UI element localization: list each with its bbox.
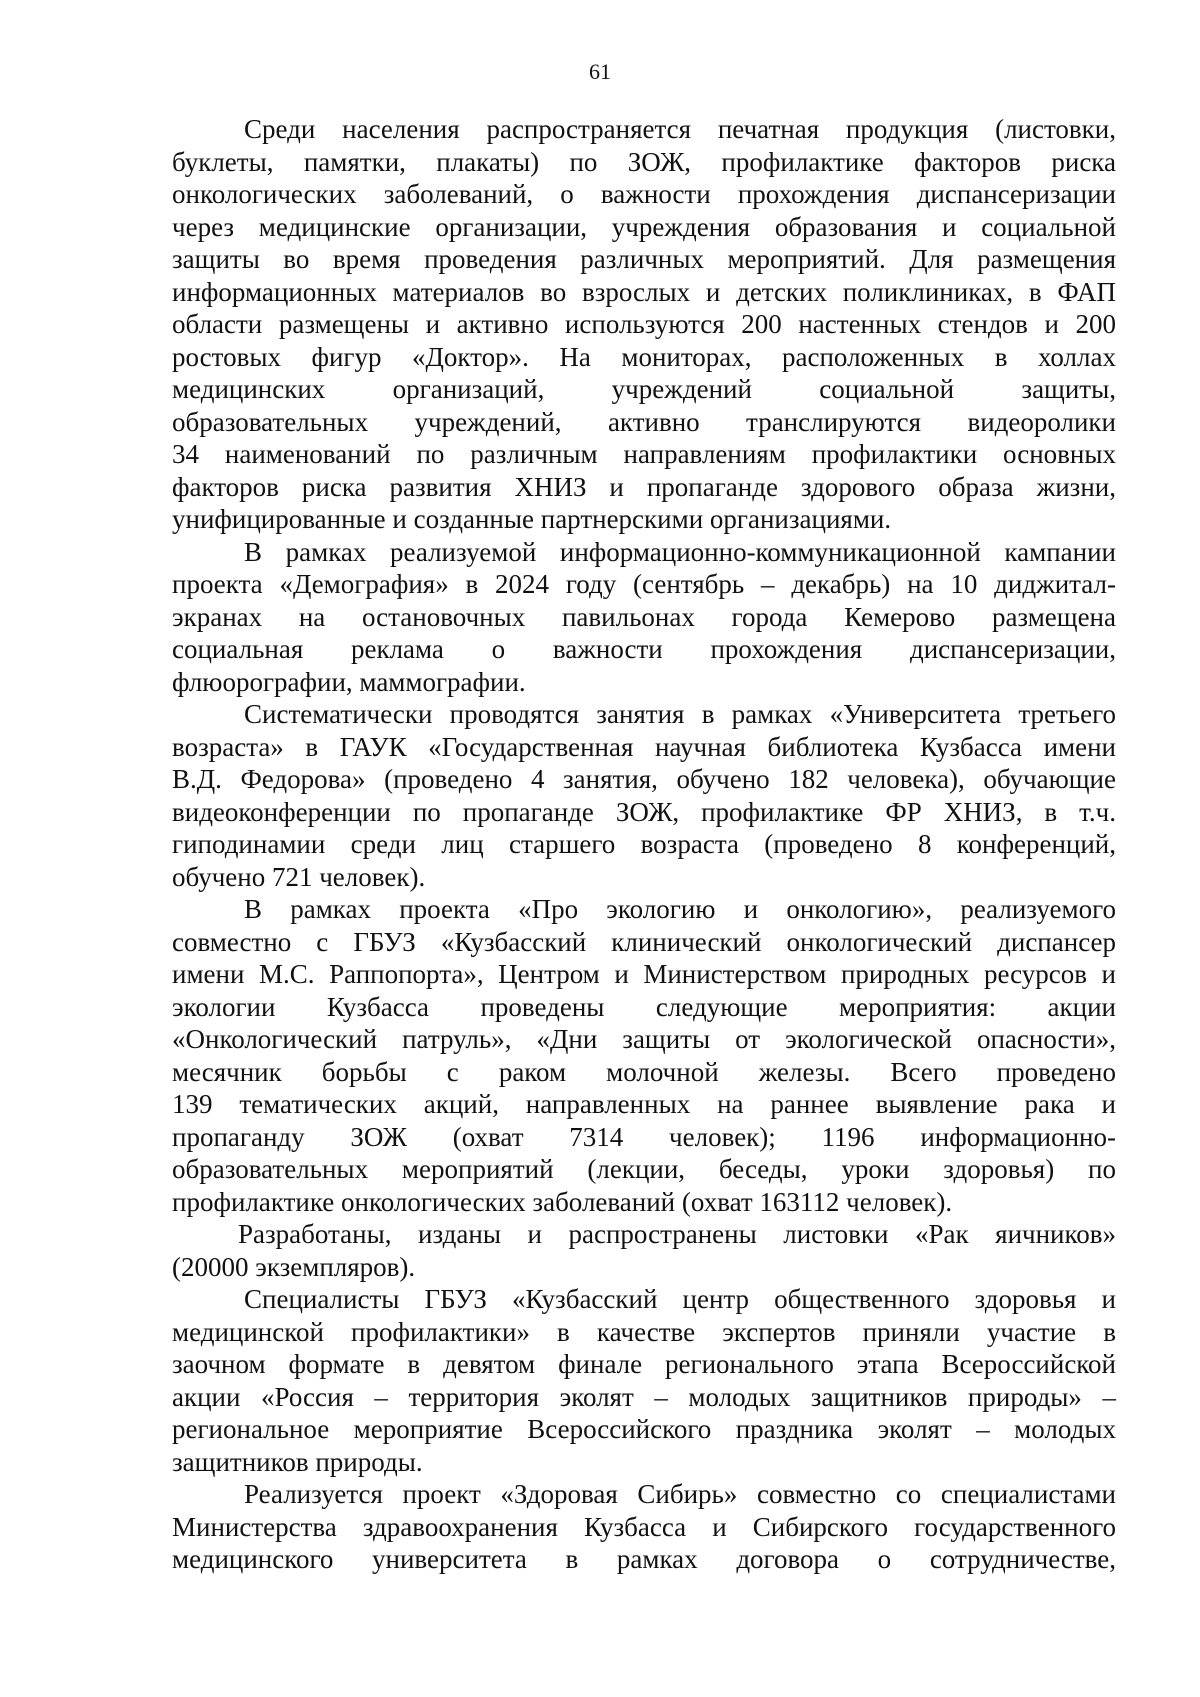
text-line: факторов риска развития ХНИЗ и пропаганде здорового образа жизни, [172,471,1116,502]
text-line: защиты во время проведения различных мероприятий. Для размещения [172,244,1116,274]
paragraph [172,698,1116,893]
paragraph [172,113,1116,536]
text-line: экранах на остановочных павильонах города Кемерово размещена [172,601,1116,632]
text-line: В рамках проекта «Про экологию и онкологию», реализуемого [244,894,1116,924]
text-line: обучено 721 человек). [172,861,426,892]
text-line: «Онкологический патруль», «Дни защиты от экологической опасности», [172,1024,1116,1054]
text-line: социальная реклама о важности прохождения диспансеризации, [172,634,1116,664]
text-line: Министерства здравоохранения Кузбасса и Сибирского государственного [172,1511,1116,1542]
text-line: видеоконференции по пропаганде ЗОЖ, профилактике ФР ХНИЗ, в т.ч. [172,796,1116,827]
text-line: 34 наименований по различным направлениям профилактики основных [172,439,1116,469]
text-line: медицинской профилактики» в качестве экспертов приняли участие в [172,1316,1116,1347]
text-line: защитников природы. [172,1446,423,1477]
text-line: месячник борьбы с раком молочной железы. Всего проведено [172,1056,1116,1087]
text-line: буклеты, памятки, плакаты) по ЗОЖ, профилактике факторов риска [172,146,1116,177]
text-line: акции «Россия – территория эколят – молодых защитников природы» – [172,1381,1116,1412]
paragraph [172,893,1116,1218]
text-line: возраста» в ГАУК «Государственная научная библиотека Кузбасса имени [172,731,1116,762]
text-line: профилактике онкологических заболеваний (охват 163112 человек). [172,1186,953,1217]
text-line: Реализуется проект «Здоровая Сибирь» совместно со специалистами [244,1479,1116,1509]
text-line: совместно с ГБУЗ «Кузбасский клинический онкологический диспансер [172,926,1116,957]
text-line: гиподинамии среди лиц старшего возраста (проведено 8 конференций, [172,829,1116,859]
text-line: унифицированные и созданные партнерскими организациями. [172,504,892,534]
text-line: Систематически проводятся занятия в рамках «Университета третьего [244,699,1116,729]
text-line: медицинского университета в рамках договора о сотрудничестве, [172,1544,1116,1574]
text-line: Специалисты ГБУЗ «Кузбасский центр общественного здоровья и [244,1284,1116,1314]
page-number: 61 [589,59,611,84]
text-line: проекта «Демография» в 2024 году (сентябрь – декабрь) на 10 диджитал- [172,569,1116,599]
text-line: пропаганду ЗОЖ (охват 7314 человек); 1196 информационно- [172,1121,1116,1152]
text-line: имени М.С. Раппопорта», Центром и Министерством природных ресурсов и [172,959,1116,989]
text-line: Разработаны, изданы и распространены листовки «Рак яичников» [238,1219,1116,1249]
text-line: региональное мероприятие Всероссийского праздника эколят – молодых [172,1414,1116,1444]
text-line: образовательных учреждений, активно транслируются видеоролики [172,406,1116,437]
paragraph [172,536,1116,699]
text-line: заочном формате в девятом финале регионального этапа Всероссийской [172,1349,1116,1379]
text-line: В.Д. Федорова» (проведено 4 занятия, обучено 182 человека), обучающие [172,764,1116,794]
text-line: через медицинские организации, учреждения образования и социальной [172,211,1116,242]
text-line: информационных материалов во взрослых и детских поликлиниках, в ФАП [172,276,1116,307]
text-line: флюорографии, маммографии. [172,666,526,697]
text-line: медицинских организаций, учреждений социальной защиты, [172,374,1116,404]
text-line: онкологических заболеваний, о важности прохождения диспансеризации [172,179,1116,209]
text-line: Среди населения распространяется печатная продукция (листовки, [244,114,1116,144]
text-line: ростовых фигур «Доктор». На мониторах, расположенных в холлах [172,341,1116,372]
text-line: образовательных мероприятий (лекции, беседы, уроки здоровья) по [172,1154,1116,1184]
text-line: области размещены и активно используются 200 настенных стендов и 200 [172,309,1116,339]
text-line: экологии Кузбасса проведены следующие мероприятия: акции [172,991,1116,1022]
text-line: В рамках реализуемой информационно-коммуникационной кампании [244,536,1116,567]
document-body [172,113,1116,1576]
text-line: 139 тематических акций, направленных на раннее выявление рака и [172,1089,1116,1119]
paragraph [172,1283,1116,1478]
paragraph [172,1478,1116,1576]
text-line: (20000 экземпляров). [172,1251,416,1282]
paragraph [172,1218,1116,1283]
